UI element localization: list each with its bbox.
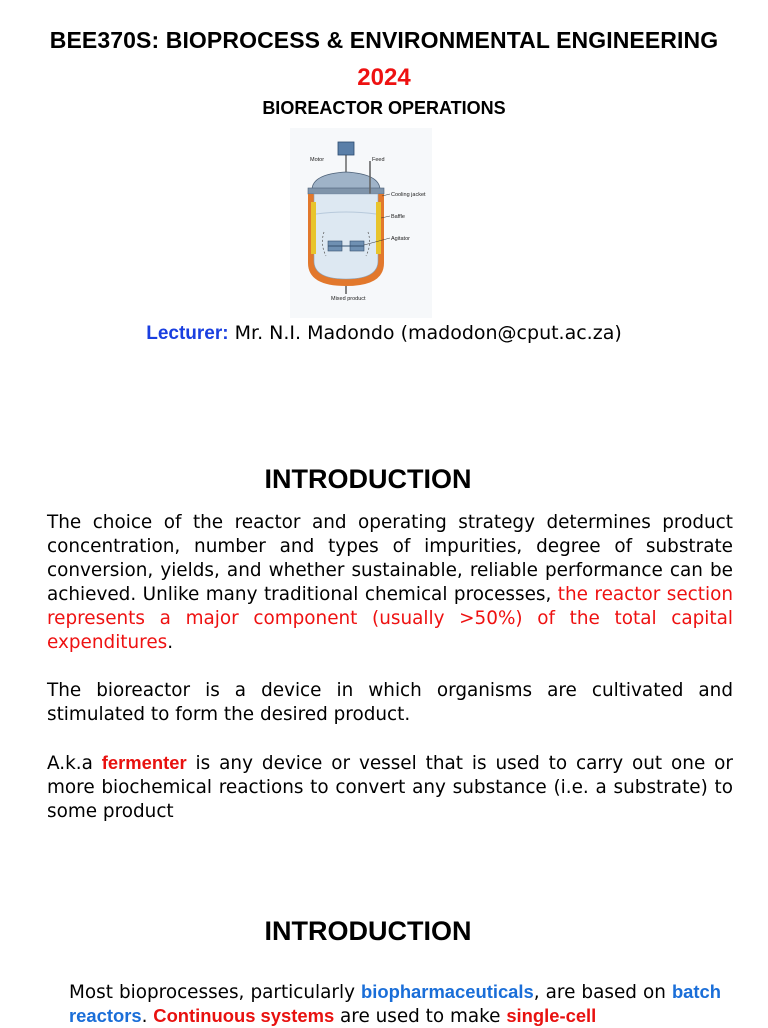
label-baffle: Baffle bbox=[391, 214, 405, 220]
paragraph-reactor-choice: The choice of the reactor and operating strategy determines product concentration, number and types of impurities, degree of substrate conversion, yields, and whether sustainable, reliable performance can be achieved. Unlike many traditional chemical processes, the reactor section represents a major component (usually >50%) of the total capital expenditures. bbox=[47, 512, 734, 653]
course-title: BEE370S: BIOPROCESS & ENVIRONMENTAL ENGINEERING bbox=[49, 27, 719, 53]
lecturer-label: Lecturer: bbox=[146, 323, 229, 344]
lecturer-value: Mr. N.I. Madondo (madodon@cput.ac.za) bbox=[228, 322, 622, 344]
motor-box bbox=[338, 142, 354, 155]
term-batch-reactors: batch reactors bbox=[69, 981, 721, 1026]
label-cooling-jacket: Cooling jacket bbox=[391, 192, 426, 198]
year-label: 2024 bbox=[357, 64, 411, 91]
highlight-capital-expenditure: the reactor section represents a major component (usually >50%) of the total capital expenditures bbox=[47, 584, 734, 653]
term-fermenter: fermenter bbox=[101, 752, 187, 773]
term-biopharmaceuticals: biopharmaceuticals bbox=[361, 981, 534, 1002]
paragraph-fermenter: A.k.a fermenter is any device or vessel that is used to carry out one or more biochemical reactions to convert any substance (i.e. a substrate) to some product bbox=[47, 752, 733, 822]
lecturer-line bbox=[0, 322, 768, 345]
baffle-left bbox=[311, 202, 316, 254]
bioreactor-diagram bbox=[290, 128, 432, 318]
label-agitator: Agitator bbox=[391, 236, 410, 242]
baffle-right bbox=[376, 202, 381, 254]
term-continuous-systems: Continuous systems bbox=[153, 1005, 335, 1026]
vessel-body bbox=[314, 194, 378, 279]
section-heading: INTRODUCTION bbox=[264, 916, 472, 946]
paragraph-bioprocesses: Most bioprocesses, particularly biopharmaceuticals, are based on batch reactors. Continuous systems are used to make single-cell bbox=[69, 981, 721, 1027]
document-subtitle: BIOREACTOR OPERATIONS bbox=[262, 98, 506, 118]
term-single-cell: single-cell bbox=[506, 1005, 597, 1026]
paragraph-bioreactor-definition: The bioreactor is a device in which organisms are cultivated and stimulated to form the desired product. bbox=[47, 680, 733, 725]
section-heading: INTRODUCTION bbox=[264, 464, 472, 494]
label-feed: Feed bbox=[372, 157, 385, 163]
label-motor: Motor bbox=[310, 157, 325, 163]
label-mixed-product: Mixed product bbox=[331, 296, 366, 302]
